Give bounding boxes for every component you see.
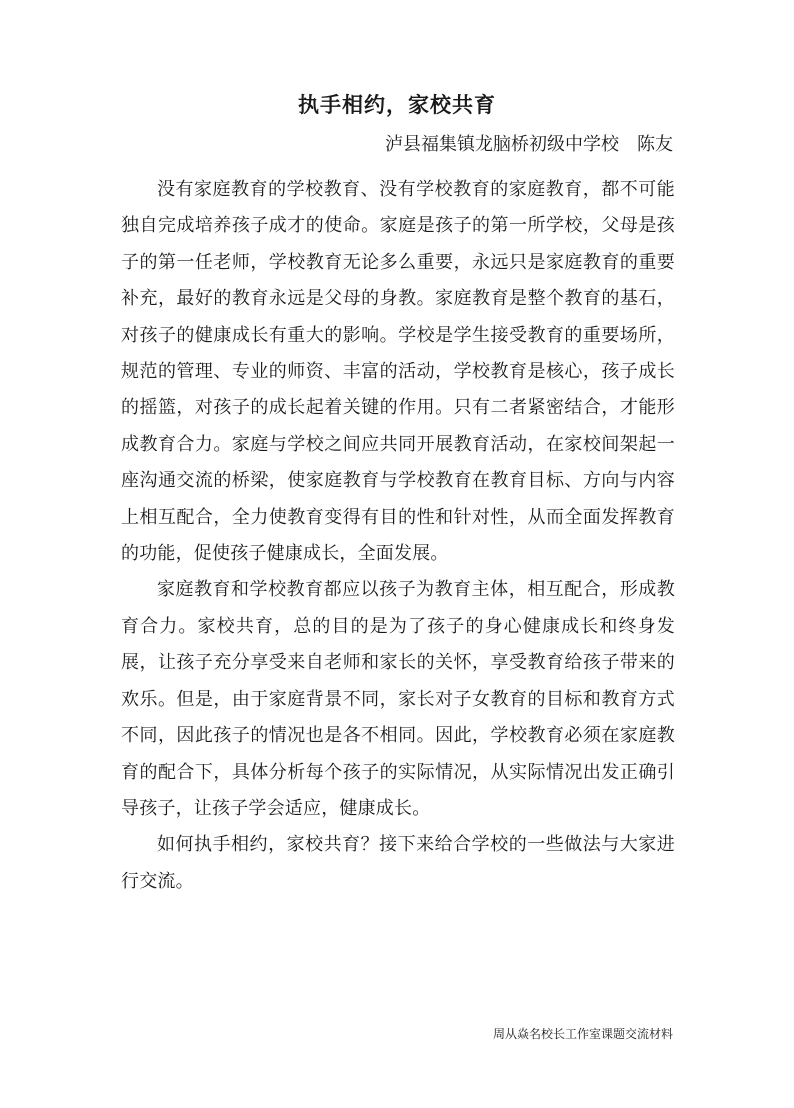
paragraph-3: 如何执手相约，家校共育？接下来给合学校的一些做法与大家进行交流。 — [121, 834, 675, 892]
author-line: 泸县福集镇龙脑桥初级中学校 陈友 — [385, 134, 673, 155]
paragraph-1: 没有家庭教育的学校教育、没有学校教育的家庭教育，都不可能独自完成培养孩子成才的使命。家庭是孩子的第一所学校，父母是孩子的第一任老师，学校教育无论多么重要，永远只是家庭教育的重要补充，最好的教育永远是父母的身教。家庭教育是整个教育的基石，对孩子的健康成长有重大的影响。学校是学生接受教育的重要场所，规范的管理、专业的师资、丰富的活动，学校教育是核心，孩子成长的摇篮，对孩子的成长起着关键的作用。只有二者紧密结合，才能形成教育合力。家庭与学校之间应共同开展教育活动，在家校间架起一座沟通交流的桥梁，使家庭教育与学校教育在教育目标、方向与内容上相互配合，全力使教育变得有目的性和针对性，从而全面发挥教育的功能，促使孩子健康成长，全面发展。 — [121, 179, 675, 565]
paragraph-2: 家庭教育和学校教育都应以孩子为教育主体，相互配合，形成教育合力。家校共育，总的目的是为了孩子的身心健康成长和终身发展，让孩子充分享受来自老师和家长的关怀，享受教育给孩子带来的欢乐。但是，由于家庭背景不同，家长对子女教育的目标和教育方式不同，因此孩子的情况也是各不相同。因此，学校教育必须在家庭教育的配合下，具体分析每个孩子的实际情况，从实际情况出发正确引导孩子，让孩子学会适应，健康成长。 — [121, 579, 675, 819]
page-footer: 周从焱名校长工作室课题交流材料 — [492, 1027, 673, 1041]
document-body — [121, 172, 675, 900]
document-title: 执手相约，家校共育 — [298, 92, 496, 117]
